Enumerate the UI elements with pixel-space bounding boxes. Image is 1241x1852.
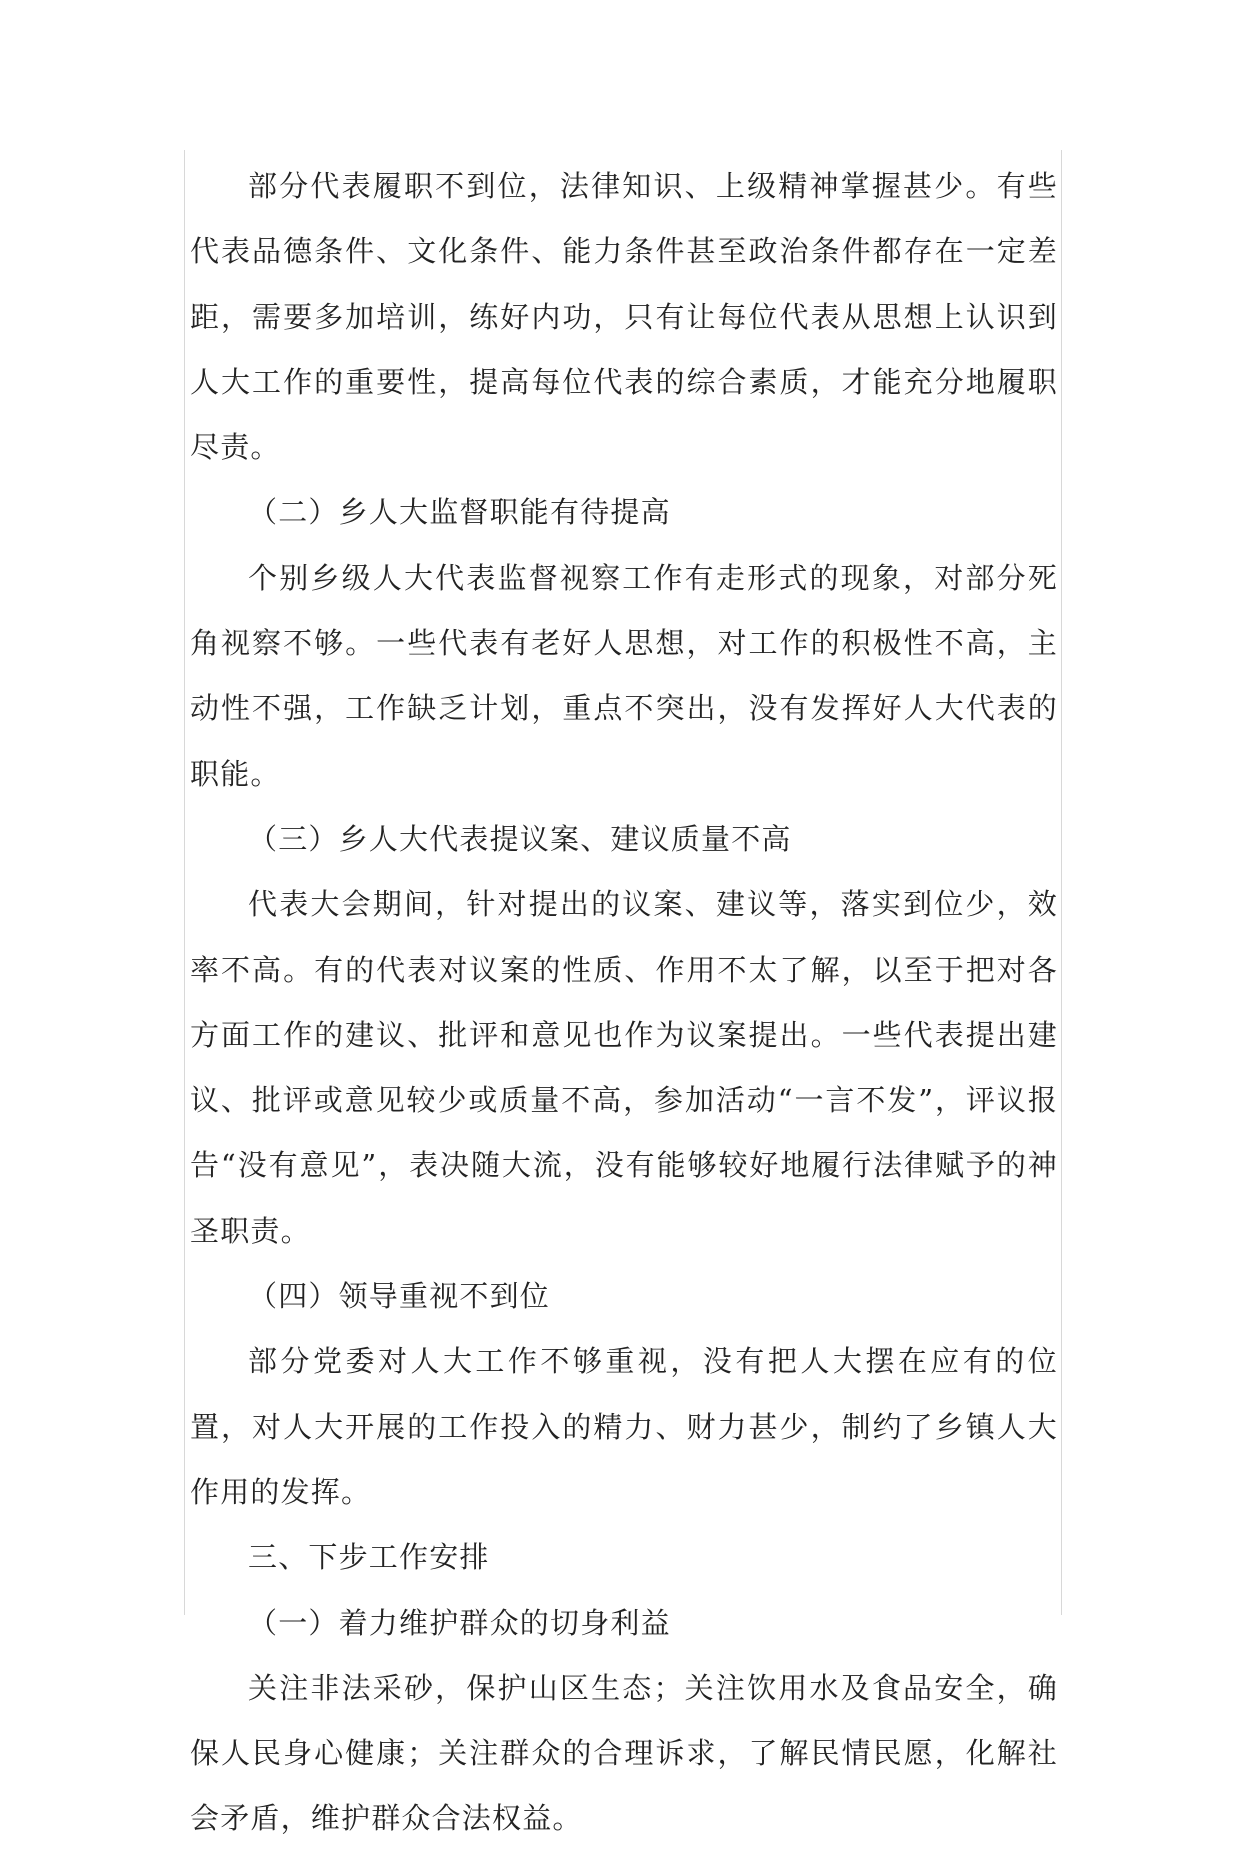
paragraph-supervision: 个别乡级人大代表监督视察工作有走形式的现象，对部分死角视察不够。一些代表有老好人思想，对工作的积极性不高，主动性不强，工作缺乏计划，重点不突出，没有发挥好人大代表的职能。	[190, 560, 1058, 791]
heading-leadership: （四）领导重视不到位	[248, 1279, 551, 1314]
document-body	[190, 154, 1058, 1852]
paragraph-representatives-performance: 部分代表履职不到位，法律知识、上级精神掌握甚少。有些代表品德条件、文化条件、能力条件甚至政治条件都存在一定差距，需要多加培训，练好内功，只有让每位代表从思想上认识到人大工作的重要性，提高每位代表的综合素质，才能充分地履职尽责。	[190, 169, 1058, 465]
section-heading-next-steps: 三、下步工作安排	[248, 1540, 490, 1575]
paragraph-leadership: 部分党委对人大工作不够重视，没有把人大摆在应有的位置，对人大开展的工作投入的精力、财力甚少，制约了乡镇人大作用的发挥。	[190, 1344, 1058, 1509]
heading-proposals: （三）乡人大代表提议案、建议质量不高	[248, 821, 792, 856]
heading-public-interest: （一）着力维护群众的切身利益	[248, 1605, 671, 1640]
heading-supervision: （二）乡人大监督职能有待提高	[248, 495, 671, 530]
paragraph-public-interest: 关注非法采砂，保护山区生态；关注饮用水及食品安全，确保人民身心健康；关注群众的合理诉求，了解民情民愿，化解社会矛盾，维护群众合法权益。	[190, 1670, 1058, 1836]
paragraph-proposals: 代表大会期间，针对提出的议案、建议等，落实到位少，效率不高。有的代表对议案的性质、作用不太了解，以至于把对各方面工作的建议、批评和意见也作为议案提出。一些代表提出建议、批评或意见较少或质量不高，参加活动“一言不发”，评议报告“没有意见”，表决随大流，没有能够较好地履行法律赋予的神圣职责。	[190, 887, 1058, 1248]
